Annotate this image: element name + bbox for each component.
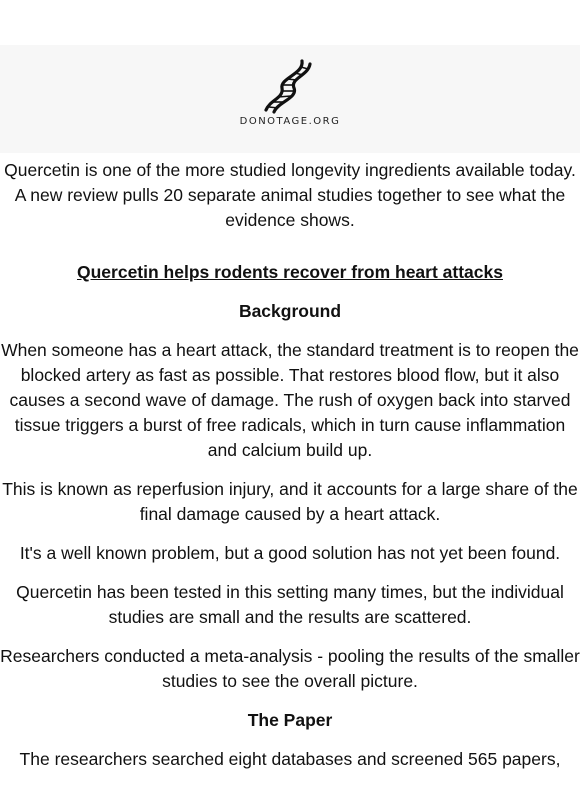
article-body xyxy=(0,158,580,786)
paragraph: This is known as reperfusion injury, and it accounts for a large share of the final damage caused by a heart attack. xyxy=(2,479,578,524)
site-logo[interactable] xyxy=(0,58,580,138)
paragraph: It's a well known problem, but a good solution has not yet been found. xyxy=(19,543,561,563)
background-heading: Background xyxy=(238,301,342,321)
section-title: Quercetin helps rodents recover from heart attacks xyxy=(77,262,503,282)
paragraph: Researchers conducted a meta-analysis - pooling the results of the smaller studies to see the overall picture. xyxy=(0,646,580,691)
paragraph: The researchers searched eight databases and screened 565 papers, xyxy=(19,749,561,769)
paragraph: When someone has a heart attack, the standard treatment is to reopen the blocked artery as fast as possible. That restores blood flow, but it also causes a second wave of damage. The rush of oxygen back into starved tissue triggers a burst of free radicals, which in turn cause inflammation and calcium build up. xyxy=(1,340,579,460)
paper-heading: The Paper xyxy=(247,710,333,730)
intro-paragraph: Quercetin is one of the more studied longevity ingredients available today. A new review pulls 20 separate animal studies together to see what the evidence shows. xyxy=(4,160,576,230)
paragraph: Quercetin has been tested in this setting many times, but the individual studies are small and the results are scattered. xyxy=(16,582,564,627)
logo-text: DONOTAGE.ORG xyxy=(239,116,341,127)
dna-icon xyxy=(260,58,320,114)
